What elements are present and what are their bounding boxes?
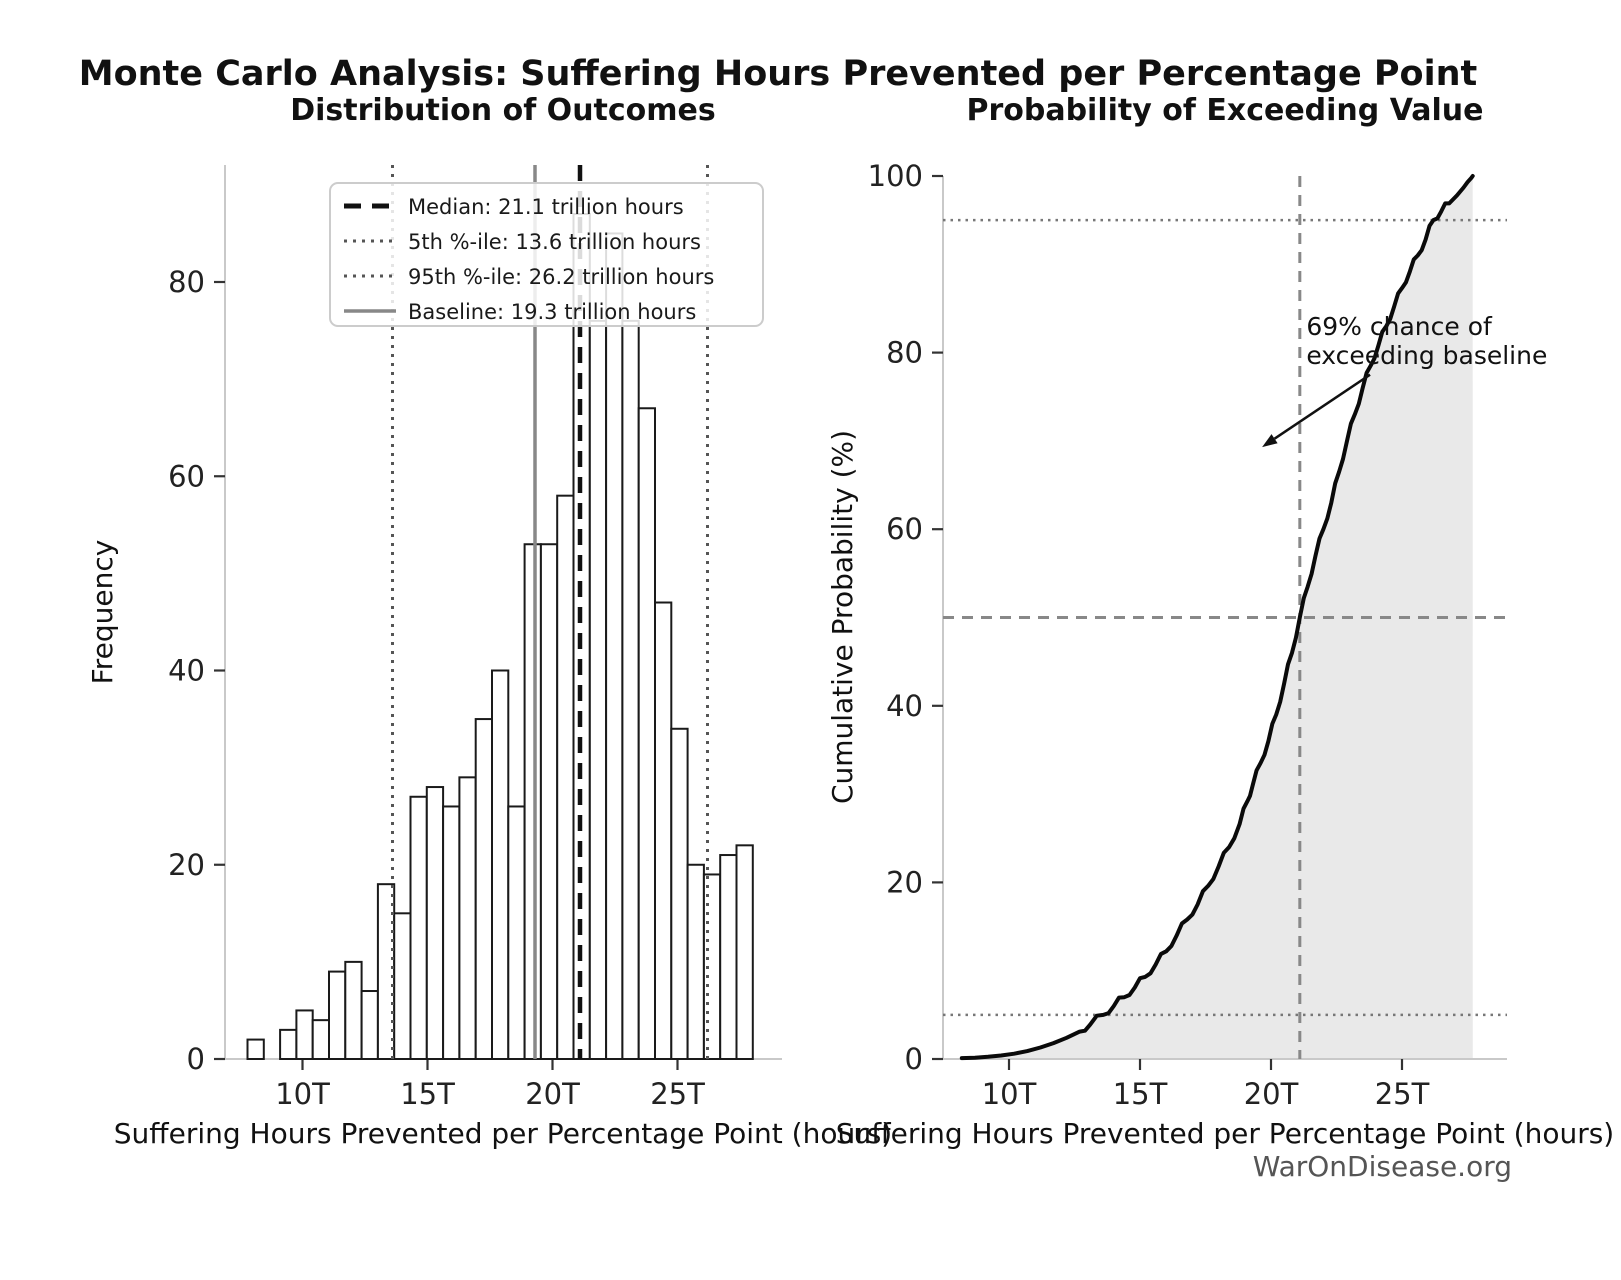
histogram-bar: [476, 719, 492, 1059]
histogram-bar: [557, 496, 573, 1059]
histogram-bar: [655, 603, 671, 1059]
histogram-ytick-label: 60: [168, 459, 205, 494]
histogram-bar: [296, 1010, 312, 1059]
annotation-text-line: exceeding baseline: [1306, 340, 1548, 370]
left-yaxis-label: Frequency: [86, 539, 119, 685]
histogram-bar: [639, 408, 655, 1059]
histogram-bar: [394, 913, 410, 1059]
histogram-bar: [378, 884, 394, 1059]
histogram-bar: [492, 671, 508, 1060]
histogram-bar: [280, 1030, 296, 1059]
cdf-xtick-label: 10T: [981, 1077, 1037, 1111]
histogram-bar: [737, 845, 753, 1059]
histogram-bar: [427, 787, 443, 1059]
histogram-bar: [606, 233, 622, 1059]
annotation-arrowhead: [1262, 434, 1278, 447]
watermark: WarOnDisease.org: [1252, 1150, 1512, 1183]
histogram-xtick-label: 15T: [400, 1077, 455, 1111]
cdf-ytick-label: 100: [867, 159, 923, 193]
histogram-bar: [541, 544, 557, 1059]
cdf-ytick-label: 60: [886, 512, 923, 547]
annotation-text-line: 69% chance of: [1306, 311, 1492, 341]
histogram-bar: [313, 1020, 329, 1059]
histogram-bar: [525, 544, 541, 1059]
right-xaxis-label: Suffering Hours Prevented per Percentage Point (hours): [835, 1117, 1615, 1150]
histogram-bar: [720, 855, 736, 1059]
left-xaxis-label: Suffering Hours Prevented per Percentage Point (hours): [113, 1117, 893, 1150]
histogram-xtick-label: 25T: [650, 1077, 705, 1111]
histogram-plot: [168, 165, 782, 1111]
legend-label: Baseline: 19.3 trillion hours: [408, 300, 697, 324]
histogram-ytick-label: 40: [168, 653, 205, 688]
histogram-bar: [248, 1040, 264, 1059]
histogram-bar: [443, 806, 459, 1059]
histogram-bar: [329, 972, 345, 1059]
right-yaxis-label: Cumulative Probability (%): [826, 429, 859, 805]
cdf-xtick-label: 25T: [1374, 1077, 1430, 1111]
cdf-ytick-label: 0: [904, 1042, 923, 1076]
histogram-xtick-label: 20T: [525, 1077, 580, 1111]
legend-label: 95th %-ile: 26.2 trillion hours: [408, 265, 715, 289]
histogram-bar: [345, 962, 361, 1059]
histogram-bar: [590, 321, 606, 1059]
right-chart-title: Probability of Exceeding Value: [966, 93, 1484, 128]
legend-label: Median: 21.1 trillion hours: [408, 195, 684, 219]
cdf-ytick-label: 80: [886, 335, 923, 370]
cdf-xtick-label: 20T: [1243, 1077, 1299, 1111]
histogram-bar: [362, 991, 378, 1059]
legend: [330, 183, 763, 326]
figure-title: Monte Carlo Analysis: Suffering Hours Prevented per Percentage Point: [78, 54, 1478, 94]
histogram-ytick-label: 20: [168, 847, 205, 882]
histogram-bar: [508, 806, 524, 1059]
cdf-ytick-label: 20: [886, 865, 923, 900]
left-chart-title: Distribution of Outcomes: [290, 93, 716, 128]
histogram-bar: [411, 797, 427, 1059]
histogram-bar: [459, 777, 475, 1059]
cdf-plot: [868, 159, 1548, 1111]
histogram-bar: [671, 729, 687, 1059]
cdf-ytick-label: 40: [886, 688, 923, 723]
histogram-bars: [248, 214, 753, 1059]
histogram-ytick-label: 0: [186, 1042, 205, 1076]
legend-label: 5th %-ile: 13.6 trillion hours: [408, 230, 701, 254]
histogram-xtick-label: 10T: [275, 1077, 330, 1111]
cdf-xtick-label: 15T: [1112, 1077, 1168, 1111]
histogram-bar: [622, 321, 638, 1059]
histogram-bar: [688, 865, 704, 1059]
histogram-ytick-label: 80: [168, 265, 205, 299]
